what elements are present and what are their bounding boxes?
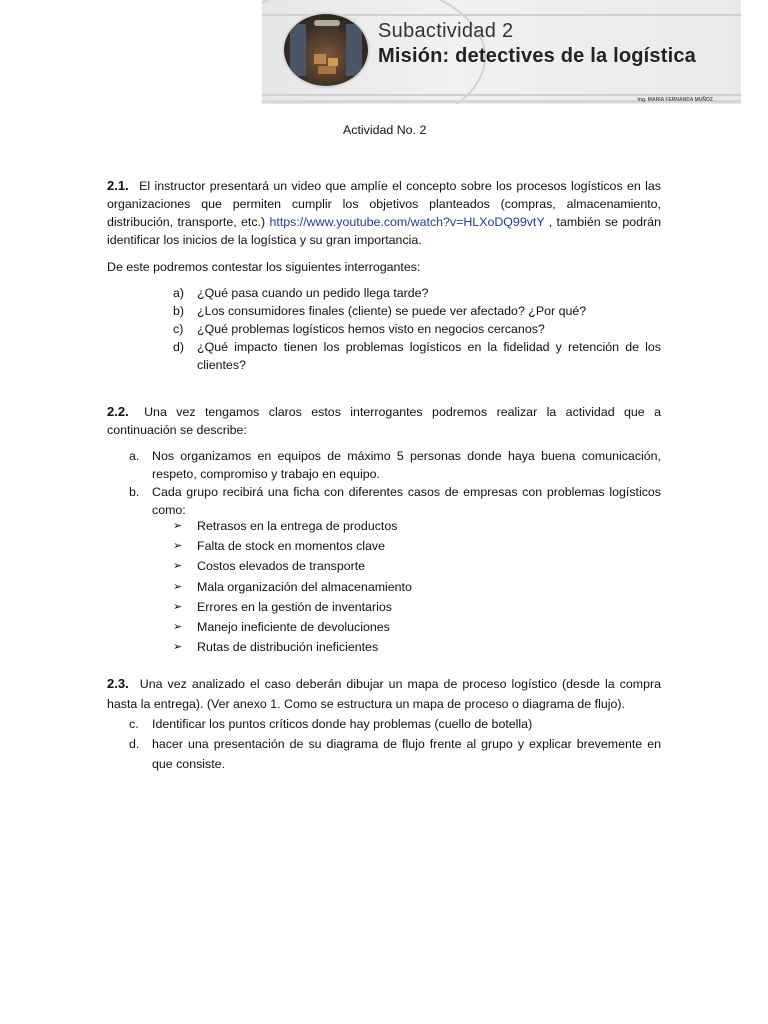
- list-item: d) ¿Qué impacto tienen los problemas logísticos en la fidelidad y retención de los clientes?: [173, 340, 661, 372]
- banner-subtitle: Subactividad 2: [378, 20, 514, 42]
- warehouse-light: [314, 20, 340, 26]
- section-2-3: [107, 674, 661, 714]
- arrow-bullet-icon: ➢: [173, 520, 183, 532]
- list-item: a) ¿Qué pasa cuando un pedido llega tarde?: [173, 286, 429, 300]
- arrow-bullet-icon: ➢: [173, 641, 183, 654]
- list-item: b. Cada grupo recibirá una ficha con diferentes casos de empresas con problemas logísticos como:: [129, 485, 661, 517]
- list-item: a. Nos organizamos en equipos de máximo 5 personas donde haya buena comunicación, respeto, compromiso y trabajo en equipo.: [129, 449, 661, 481]
- warehouse-shelf: [290, 24, 306, 76]
- list-item: ➢ Manejo ineficiente de devoluciones: [173, 617, 573, 637]
- banner-stripe: [262, 94, 741, 96]
- banner-author: Ing. MARIA FERNANDA MUÑOZ: [637, 97, 713, 103]
- list-item: ➢ Mala organización del almacenamiento: [173, 577, 573, 597]
- arrow-bullet-icon: ➢: [173, 580, 183, 593]
- list-item: c. Identificar los puntos críticos donde hay problemas (cuello de botella): [129, 717, 533, 731]
- questions-list: [173, 284, 661, 374]
- header-banner: [262, 0, 741, 104]
- list-item: ➢ Costos elevados de transporte: [173, 556, 573, 576]
- youtube-link[interactable]: https://www.youtube.com/watch?v=HLXoDQ99vtY: [269, 215, 545, 229]
- list-item: d. hacer una presentación de su diagrama de flujo frente al grupo y explicar brevemente en que consiste.: [129, 737, 661, 771]
- arrow-bullet-icon: ➢: [173, 560, 183, 573]
- section-text: Una vez analizado el caso deberán dibujar un mapa de proceso logístico (desde la compra hasta la entrega). (Ver anexo 1. Como se estructura un mapa de proceso o diagrama de flujo).: [107, 677, 661, 711]
- arrow-bullet-icon: ➢: [173, 600, 183, 613]
- problems-list: [173, 516, 573, 657]
- list-item: ➢ Falta de stock en momentos clave: [173, 536, 573, 556]
- warehouse-box: [314, 54, 326, 64]
- list-item: ➢ Errores en la gestión de inventarios: [173, 597, 573, 617]
- section-text: , también se podrán identificar los inicios de la logística y su gran importancia.: [107, 215, 661, 247]
- arrow-bullet-icon: ➢: [173, 621, 183, 634]
- list-item: b) ¿Los consumidores finales (cliente) se puede ver afectado? ¿Por qué?: [173, 304, 587, 318]
- section-2-2: [107, 403, 661, 439]
- section-2-1: [107, 177, 661, 249]
- section-text: Una vez tengamos claros estos interrogantes podremos realizar la actividad que a continuación se describe:: [107, 405, 661, 437]
- warehouse-box: [318, 66, 336, 74]
- list-item: c) ¿Qué problemas logísticos hemos visto en negocios cercanos?: [173, 322, 545, 336]
- questions-intro: De este podremos contestar los siguientes interrogantes:: [107, 260, 421, 274]
- banner-title: Misión: detectives de la logística: [378, 45, 697, 67]
- section-number: 2.2.: [107, 404, 129, 419]
- section-number: 2.1.: [107, 178, 129, 193]
- list-item: ➢ Rutas de distribución ineficientes: [173, 637, 573, 657]
- warehouse-shelf: [346, 24, 362, 76]
- steps-list-ab: [129, 447, 661, 519]
- steps-list-cd: [129, 714, 661, 774]
- arrow-bullet-icon: ➢: [173, 540, 183, 553]
- list-item: ➢ Retrasos en la entrega de productos: [173, 516, 573, 536]
- warehouse-photo: [284, 14, 368, 86]
- page-title: Actividad No. 2: [343, 123, 427, 137]
- warehouse-box: [328, 58, 338, 66]
- section-number: 2.3.: [107, 676, 129, 691]
- section-text: El instructor presentará un video que amplíe el concepto sobre los procesos logísticos en las organizaciones que permiten cumplir los objetivos planteados (compras, almacenamiento, distribución, transporte, etc.): [107, 179, 661, 229]
